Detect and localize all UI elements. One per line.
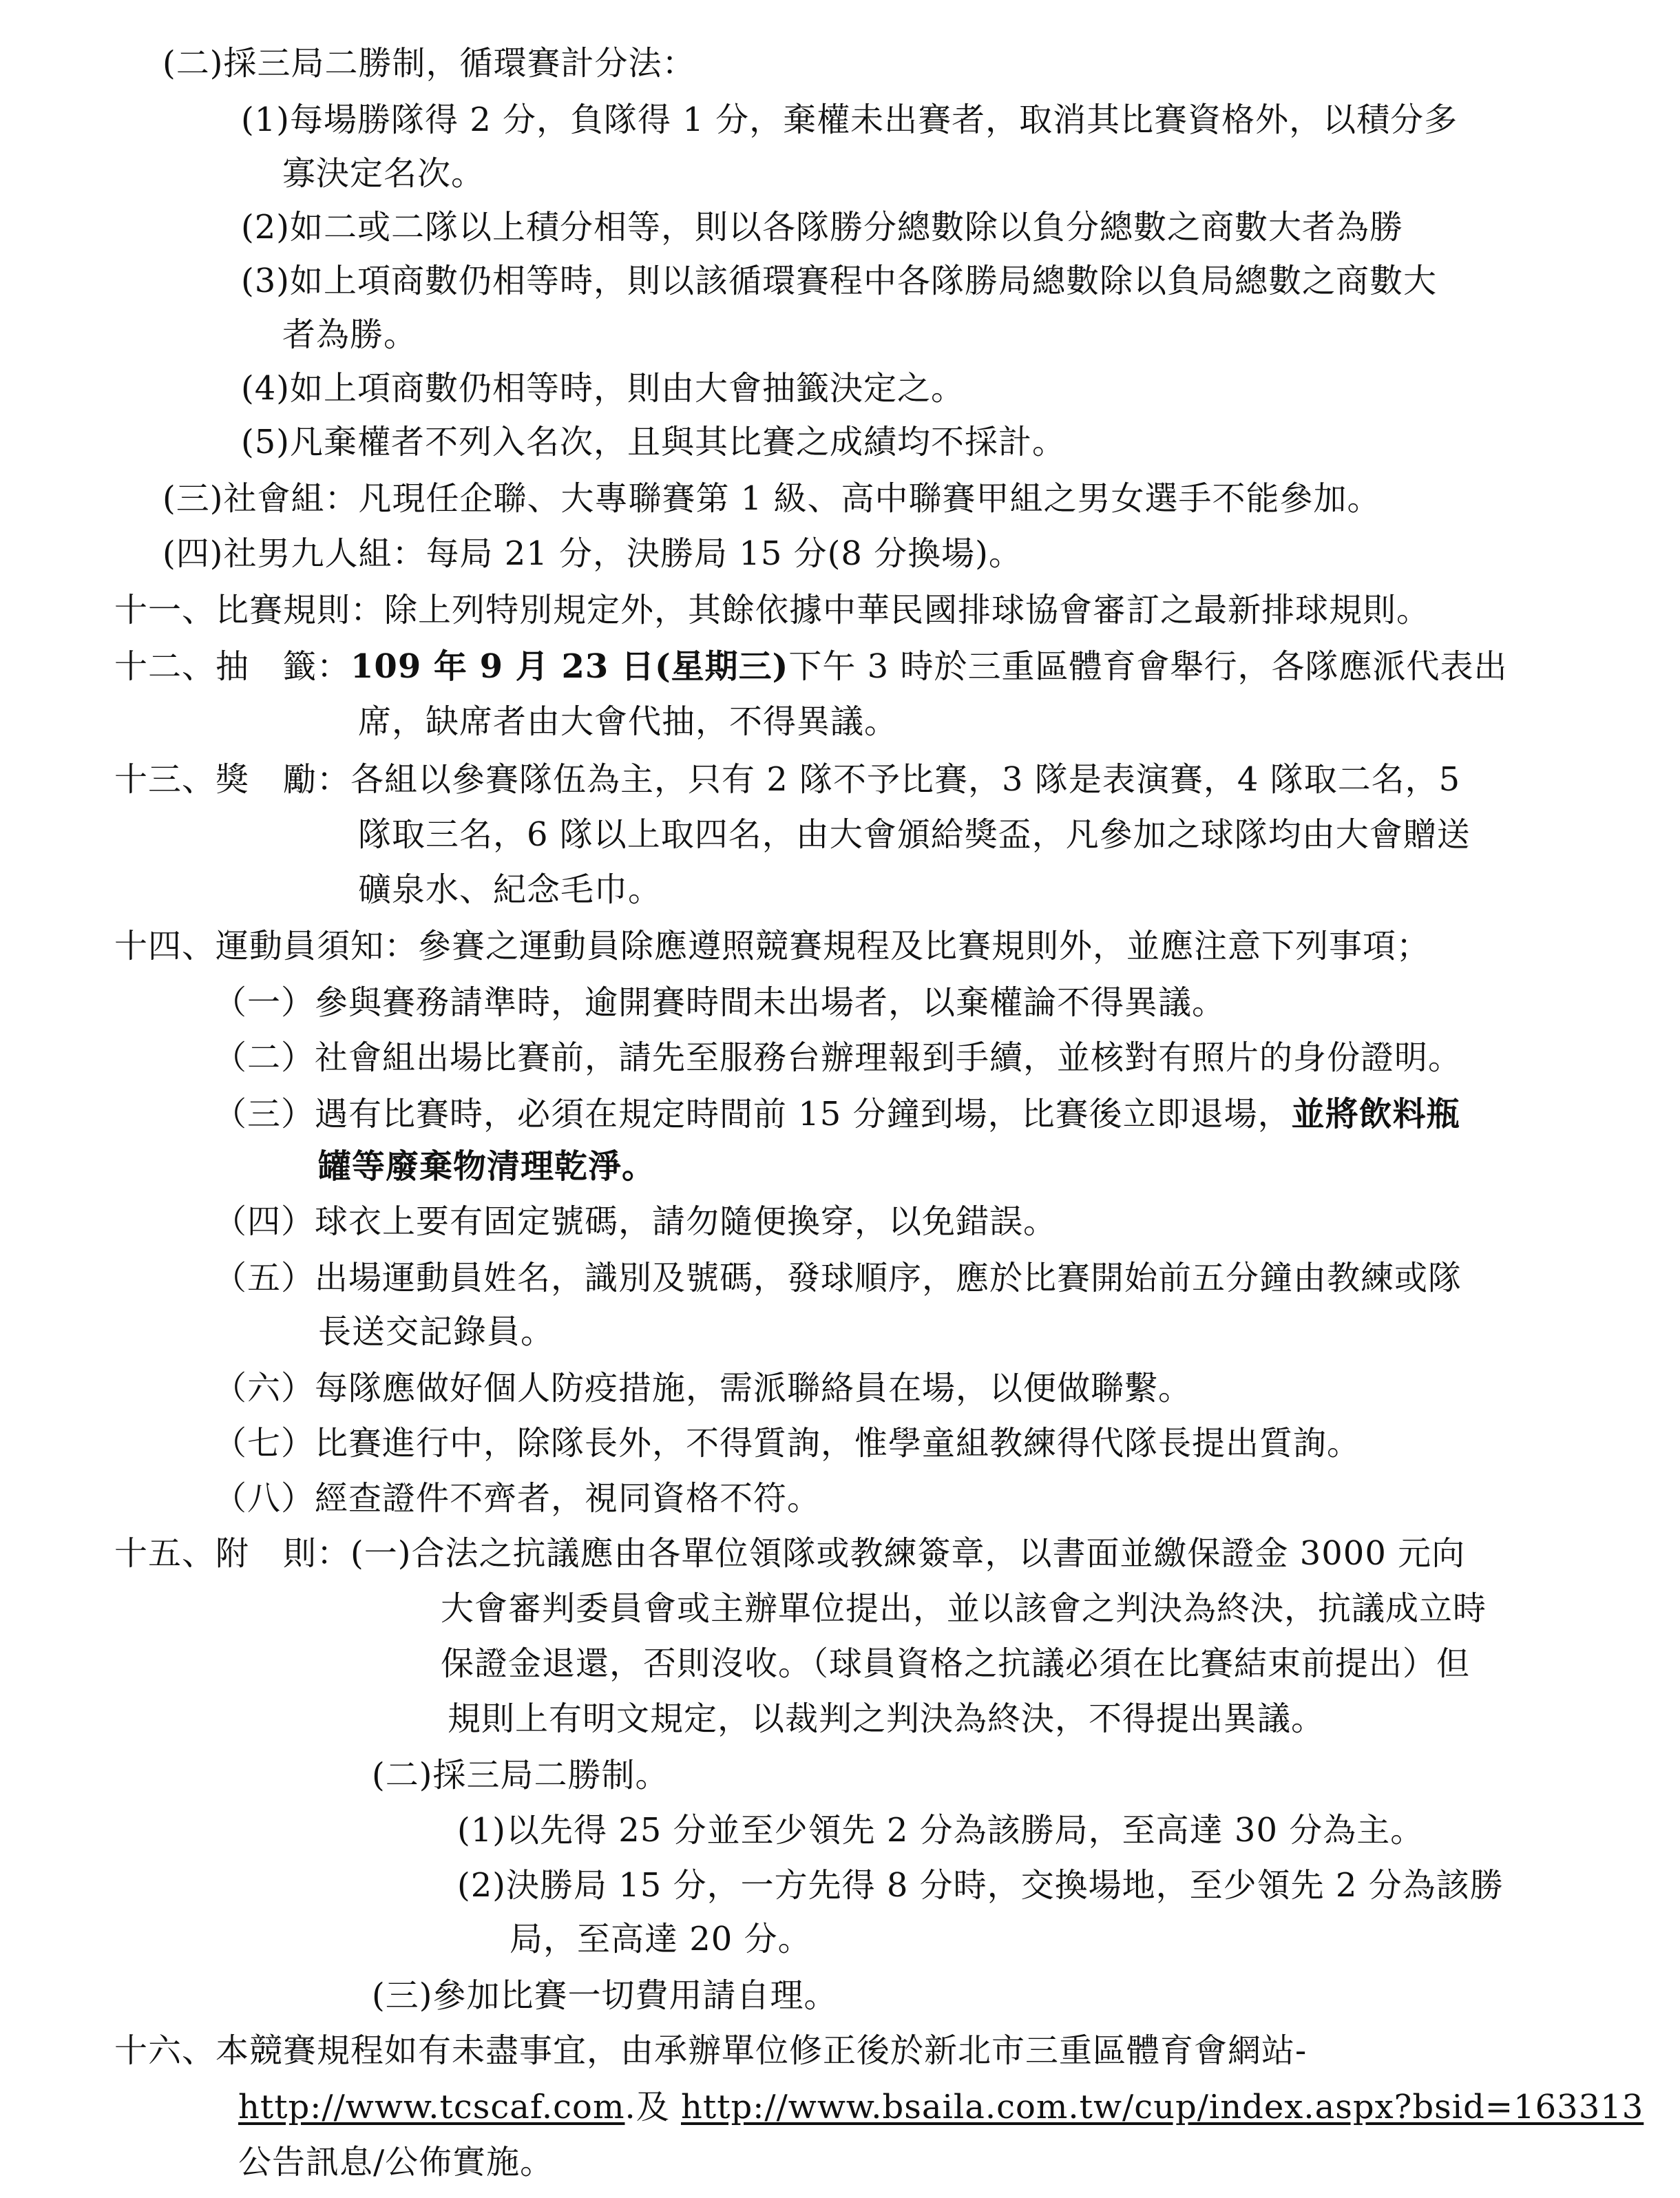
rule-item: (4)如上項商數仍相等時，則由大會抽籤決定之。 <box>241 369 965 408</box>
sub-clause: (二)採三局二勝制。 <box>372 1756 669 1794</box>
article-15: 十五、附 則：(一)合法之抗議應由各單位領隊或教練簽章，以書面並繳保證金 3000 元向 <box>114 1534 1466 1573</box>
draw-date: 109 年 9 月 23 日(星期三) <box>350 647 789 686</box>
article-11: 十一、比賽規則：除上列特別規定外，其餘依據中華民國排球協會審訂之最新排球規則。 <box>114 591 1431 629</box>
notice-emphasis: 並將飲料瓶 <box>1291 1095 1460 1133</box>
section-heading: (四)社男九人組：每局 21 分，決勝局 15 分(8 分換場)。 <box>162 534 1022 573</box>
article-13: 十三、獎 勵：各組以參賽隊伍為主，只有 2 隊不予比賽，3 隊是表演賽，4 隊取二名，5 <box>114 760 1461 799</box>
notice-item: （四）球衣上要有固定號碼，請勿隨便換穿，以免錯誤。 <box>213 1202 1058 1241</box>
notice-item: （二）社會組出場比賽前，請先至服務台辦理報到手續，並核對有照片的身份證明。 <box>213 1038 1462 1077</box>
article-15-continued: 保證金退還，否則沒收。（球員資格之抗議必須在比賽結束前提出）但 <box>441 1644 1471 1683</box>
link-separator: .及 <box>624 2088 681 2126</box>
article-16-continued: 公告訊息/公佈實施。 <box>238 2143 554 2181</box>
sub-clause-item-continued: 局，至高達 20 分。 <box>510 1920 812 1958</box>
notice-item: （八）經查證件不齊者，視同資格不符。 <box>213 1479 821 1518</box>
sub-clause: (三)參加比賽一切費用請自理。 <box>372 1976 838 2015</box>
notice-item <box>213 1095 1460 1133</box>
notice-item: （五）出場運動員姓名，識別及號碼，發球順序，應於比賽開始前五分鐘由教練或隊 <box>213 1259 1462 1297</box>
rule-item: (3)如上項商數仍相等時，則以該循環賽程中各隊勝局總數除以負局總數之商數大 <box>241 262 1437 300</box>
rule-item-continued: 寡決定名次。 <box>282 154 485 193</box>
article-16: 十六、本競賽規程如有未盡事宜，由承辦單位修正後於新北市三重區體育會網站- <box>114 2031 1308 2070</box>
sub-clause-item: (2)決勝局 15 分，一方先得 8 分時，交換場地，至少領先 2 分為該勝 <box>457 1866 1504 1905</box>
tcscaf-link[interactable]: http://www.tcscaf.com <box>238 2088 625 2126</box>
article-15-continued: 大會審判委員會或主辦單位提出，並以該會之判決為終決，抗議成立時 <box>441 1589 1487 1628</box>
rule-item: (5)凡棄權者不列入名次，且與其比賽之成績均不採計。 <box>241 423 1066 461</box>
website-links <box>238 2088 1644 2126</box>
section-heading: (三)社會組：凡現任企聯、大專聯賽第 1 級、高中聯賽甲組之男女選手不能參加。 <box>162 479 1381 518</box>
rule-item: (1)每場勝隊得 2 分，負隊得 1 分，棄權未出賽者，取消其比賽資格外，以積分多 <box>241 101 1458 139</box>
notice-item: （六）每隊應做好個人防疫措施，需派聯絡員在場，以便做聯繫。 <box>213 1369 1193 1407</box>
rule-item: (2)如二或二隊以上積分相等，則以各隊勝分總數除以負分總數之商數大者為勝 <box>241 208 1403 247</box>
article-12-continued: 席，缺席者由大會代抽，不得異議。 <box>358 702 899 741</box>
notice-item-continued: 長送交記錄員。 <box>318 1312 555 1351</box>
article-13-continued: 礦泉水、紀念毛巾。 <box>358 870 662 909</box>
notice-item: （七）比賽進行中，除隊長外，不得質詢，惟學童組教練得代隊長提出質詢。 <box>213 1424 1361 1463</box>
article-text: 下午 3 時於三重區體育會舉行，各隊應派代表出 <box>788 647 1508 686</box>
sub-clause-item: (1)以先得 25 分並至少領先 2 分為該勝局，至高達 30 分為主。 <box>457 1811 1425 1850</box>
article-12 <box>114 647 1507 686</box>
section-heading: (二)採三局二勝制，循環賽計分法： <box>162 44 696 83</box>
notice-emphasis-continued: 罐等廢棄物清理乾淨。 <box>318 1147 656 1186</box>
article-15-continued: 規則上有明文規定，以裁判之判決為終決，不得提出異議。 <box>448 1699 1325 1738</box>
article-13-continued: 隊取三名，6 隊以上取四名，由大會頒給獎盃，凡參加之球隊均由大會贈送 <box>358 815 1471 854</box>
bsaila-link[interactable]: http://www.bsaila.com.tw/cup/index.aspx?bsid=163313 <box>681 2088 1644 2126</box>
article-14: 十四、運動員須知：參賽之運動員除應遵照競賽規程及比賽規則外，並應注意下列事項； <box>114 927 1431 965</box>
article-label: 十二、抽 籤： <box>114 647 351 686</box>
notice-item: （一）參與賽務請準時，逾開賽時間未出場者，以棄權論不得異議。 <box>213 983 1226 1022</box>
notice-text: （三）遇有比賽時，必須在規定時間前 15 分鐘到場，比賽後立即退場， <box>213 1095 1292 1133</box>
rule-item-continued: 者為勝。 <box>282 315 418 354</box>
